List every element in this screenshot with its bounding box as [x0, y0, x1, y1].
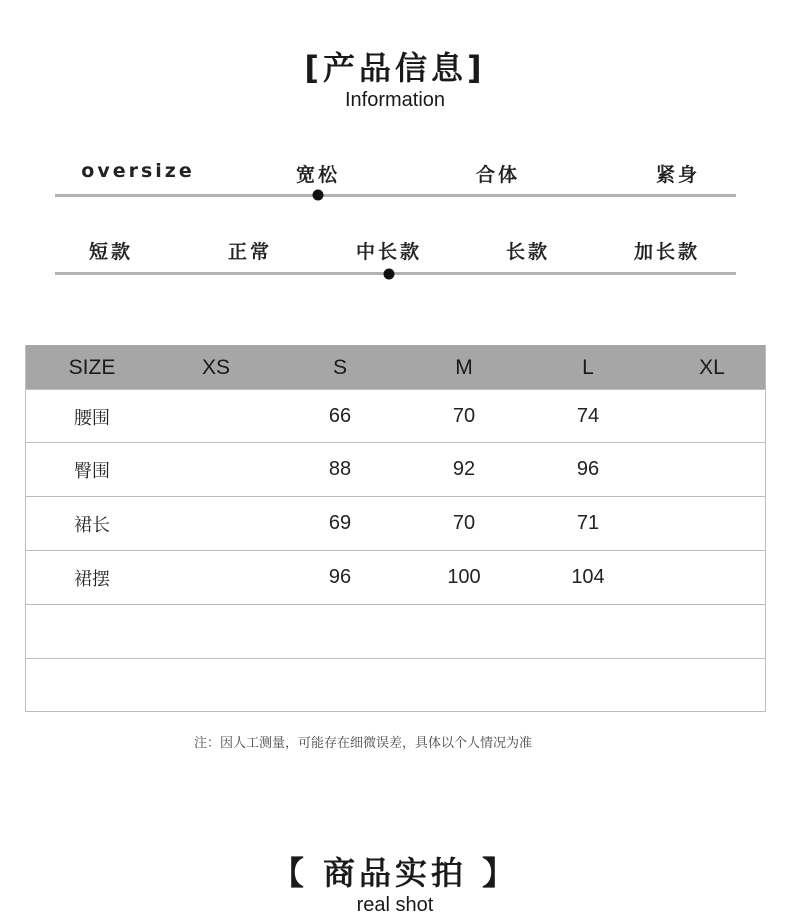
row-label: 裙长	[74, 514, 110, 536]
table-row	[26, 658, 765, 712]
table-cell: 70	[452, 512, 476, 534]
fit-scale-marker	[313, 190, 324, 201]
table-cell	[650, 497, 774, 550]
table-cell: 71	[576, 512, 600, 534]
table-cell: 70	[452, 405, 476, 427]
table-cell	[154, 390, 278, 443]
table-cell: 96	[576, 458, 600, 480]
table-row	[26, 496, 765, 550]
row-label: 腰围	[74, 407, 110, 429]
length-scale-labels	[55, 237, 736, 261]
table-cell: 66	[328, 405, 352, 427]
length-label-normal: 正常	[227, 241, 273, 263]
fit-scale-labels	[55, 160, 736, 184]
table-cell	[154, 497, 278, 550]
length-label-long: 长款	[505, 241, 551, 263]
table-cell	[650, 390, 774, 443]
header-cell-size: SIZE	[68, 355, 116, 379]
real-shot-title-cn: 【 商品实拍 】	[271, 854, 519, 892]
table-cell	[650, 551, 774, 604]
table-cell: 69	[328, 512, 352, 534]
product-info-title-en: Information	[344, 89, 446, 111]
measurement-note: 注：因人工测量，可能存在细微误差，具体以个人情况为准	[193, 736, 532, 751]
table-row	[26, 550, 765, 604]
length-label-extra-long: 加长款	[633, 241, 701, 263]
row-label	[26, 605, 158, 658]
table-row	[26, 442, 765, 496]
size-table-header	[26, 345, 765, 390]
real-shot-title-en: real shot	[356, 894, 434, 916]
header-cell-xs: XS	[201, 355, 230, 379]
header-cell-s: S	[332, 355, 347, 379]
fit-scale-line	[55, 194, 736, 197]
fit-label-oversize: oversize	[81, 160, 195, 182]
table-cell	[650, 443, 774, 496]
table-cell: 74	[576, 405, 600, 427]
table-cell: 96	[328, 566, 352, 588]
length-label-short: 短款	[88, 241, 134, 263]
header-cell-m: M	[455, 355, 473, 379]
row-label: 臀围	[74, 460, 110, 482]
size-table	[25, 345, 766, 712]
table-cell: 88	[328, 458, 352, 480]
table-row	[26, 389, 765, 443]
header-cell-l: L	[582, 355, 594, 379]
fit-label-loose: 宽松	[295, 164, 341, 186]
table-row	[26, 604, 765, 658]
table-cell: 92	[452, 458, 476, 480]
fit-label-tight: 紧身	[655, 164, 701, 186]
row-label	[26, 659, 158, 712]
product-info-title	[0, 48, 790, 112]
table-cell: 100	[447, 566, 481, 588]
table-cell	[154, 551, 278, 604]
length-label-midlength: 中长款	[355, 241, 423, 263]
product-info-title-cn: [产品信息]	[304, 49, 486, 87]
header-cell-xl: XL	[699, 355, 725, 379]
table-cell	[154, 443, 278, 496]
row-label: 裙摆	[74, 568, 110, 590]
table-cell: 104	[571, 566, 605, 588]
length-scale-line	[55, 272, 736, 275]
fit-scale	[55, 160, 736, 205]
real-shot-title	[0, 853, 790, 917]
fit-label-regular: 合体	[475, 164, 521, 186]
length-scale	[55, 237, 736, 282]
length-scale-marker	[384, 269, 395, 280]
